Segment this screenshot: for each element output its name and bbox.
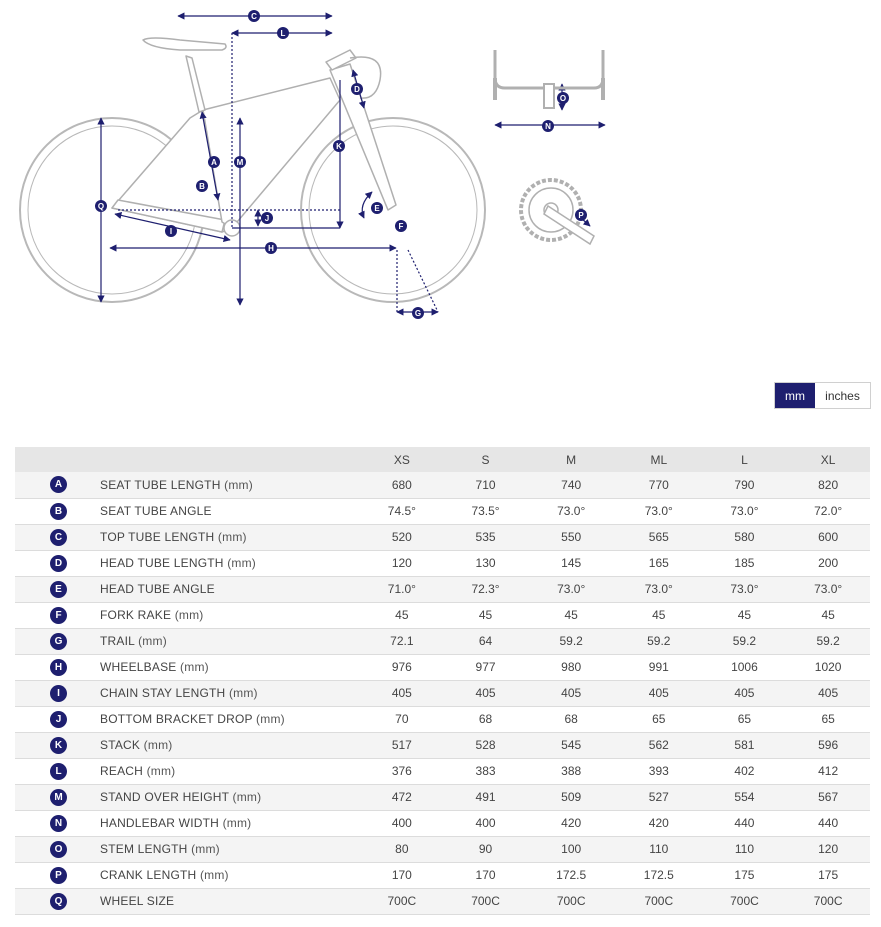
table-row xyxy=(15,602,870,628)
row-key-badge: J xyxy=(50,711,67,728)
row-value-s: 64 xyxy=(444,628,528,654)
row-value-xs: 70 xyxy=(360,706,444,732)
row-value-s: 170 xyxy=(444,862,528,888)
row-key-badge: B xyxy=(50,503,67,520)
row-value-xs: 520 xyxy=(360,524,444,550)
row-key-cell xyxy=(15,784,100,810)
row-value-m: 740 xyxy=(527,472,615,498)
row-label: STAND OVER HEIGHT xyxy=(100,790,229,804)
row-key-badge: C xyxy=(50,529,67,546)
row-value-m: 388 xyxy=(527,758,615,784)
row-value-xs: 72.1 xyxy=(360,628,444,654)
row-value-s: 383 xyxy=(444,758,528,784)
row-key-badge: G xyxy=(50,633,67,650)
row-unit: (mm) xyxy=(224,477,253,492)
row-label: TRAIL xyxy=(100,634,135,648)
row-value-m: 100 xyxy=(527,836,615,862)
row-label-cell xyxy=(100,628,360,654)
row-label-cell xyxy=(100,472,360,498)
svg-text:F: F xyxy=(398,222,404,231)
row-label-cell xyxy=(100,706,360,732)
row-key-badge: N xyxy=(50,815,67,832)
row-value-m: 68 xyxy=(527,706,615,732)
row-value-xl: 45 xyxy=(786,602,870,628)
row-value-l: 581 xyxy=(703,732,787,758)
row-label-cell xyxy=(100,602,360,628)
row-value-ml: 172.5 xyxy=(615,862,703,888)
table-row xyxy=(15,498,870,524)
row-key-badge: F xyxy=(50,607,67,624)
unit-toggle xyxy=(774,382,871,409)
table-row xyxy=(15,550,870,576)
row-value-m: 509 xyxy=(527,784,615,810)
svg-text:C: C xyxy=(251,12,257,21)
row-value-xs: 45 xyxy=(360,602,444,628)
row-value-ml: 405 xyxy=(615,680,703,706)
row-value-xs: 517 xyxy=(360,732,444,758)
row-value-ml: 73.0° xyxy=(615,498,703,524)
row-value-ml: 110 xyxy=(615,836,703,862)
svg-text:J: J xyxy=(264,214,270,223)
table-row xyxy=(15,654,870,680)
row-value-l: 790 xyxy=(703,472,787,498)
row-value-s: 130 xyxy=(444,550,528,576)
table-row xyxy=(15,888,870,914)
row-key-cell xyxy=(15,758,100,784)
row-value-s: 710 xyxy=(444,472,528,498)
row-label-cell xyxy=(100,758,360,784)
row-value-ml: 565 xyxy=(615,524,703,550)
row-label: WHEELBASE xyxy=(100,660,177,674)
row-key-badge: P xyxy=(50,867,67,884)
row-value-l: 45 xyxy=(703,602,787,628)
row-key-badge: I xyxy=(50,685,67,702)
row-key-cell xyxy=(15,732,100,758)
row-value-s: 491 xyxy=(444,784,528,810)
row-value-ml: 700C xyxy=(615,888,703,914)
row-label: HEAD TUBE LENGTH xyxy=(100,556,224,570)
handlebar-detail xyxy=(495,50,603,108)
row-unit: (mm) xyxy=(143,738,173,752)
row-value-l: 700C xyxy=(703,888,787,914)
table-row xyxy=(15,706,870,732)
row-label-cell xyxy=(100,784,360,810)
row-key-cell xyxy=(15,706,100,732)
row-unit: (mm) xyxy=(146,764,176,778)
row-value-m: 172.5 xyxy=(527,862,615,888)
row-key-badge: H xyxy=(50,659,67,676)
row-value-m: 145 xyxy=(527,550,615,576)
row-value-xl: 700C xyxy=(786,888,870,914)
row-label: REACH xyxy=(100,764,144,778)
row-value-xl: 200 xyxy=(786,550,870,576)
svg-text:E: E xyxy=(374,204,380,213)
row-value-s: 535 xyxy=(444,524,528,550)
row-value-ml: 991 xyxy=(615,654,703,680)
row-value-m: 550 xyxy=(527,524,615,550)
row-value-s: 405 xyxy=(444,680,528,706)
row-key-cell xyxy=(15,602,100,628)
row-value-l: 440 xyxy=(703,810,787,836)
table-row xyxy=(15,810,870,836)
row-value-l: 65 xyxy=(703,706,787,732)
header-blank xyxy=(100,447,360,472)
diagram-label-j xyxy=(261,212,273,224)
table-header-row xyxy=(15,447,870,472)
row-value-m: 45 xyxy=(527,602,615,628)
row-value-s: 72.3° xyxy=(444,576,528,602)
row-label: HEAD TUBE ANGLE xyxy=(100,582,215,596)
diagram-label-a xyxy=(208,156,220,168)
row-value-l: 402 xyxy=(703,758,787,784)
svg-text:O: O xyxy=(559,94,567,103)
row-label-cell xyxy=(100,654,360,680)
bike-frame xyxy=(112,38,396,236)
row-label: HANDLEBAR WIDTH xyxy=(100,816,220,830)
svg-text:Q: Q xyxy=(97,202,105,211)
row-value-ml: 770 xyxy=(615,472,703,498)
svg-text:K: K xyxy=(336,142,342,151)
row-value-ml: 562 xyxy=(615,732,703,758)
row-label-cell xyxy=(100,680,360,706)
row-value-xs: 80 xyxy=(360,836,444,862)
geometry-table xyxy=(15,447,870,915)
row-value-xl: 820 xyxy=(786,472,870,498)
header-size-ml: ML xyxy=(650,452,668,467)
row-value-xl: 120 xyxy=(786,836,870,862)
row-value-ml: 527 xyxy=(615,784,703,810)
row-value-ml: 65 xyxy=(615,706,703,732)
row-unit: (mm) xyxy=(222,816,252,830)
row-key-cell xyxy=(15,524,100,550)
row-label-cell xyxy=(100,888,360,914)
row-value-xl: 73.0° xyxy=(786,576,870,602)
row-label-cell xyxy=(100,576,360,602)
row-value-xs: 405 xyxy=(360,680,444,706)
diagram-label-l xyxy=(277,27,289,39)
table-row xyxy=(15,784,870,810)
row-value-l: 59.2 xyxy=(703,628,787,654)
row-label-cell xyxy=(100,810,360,836)
row-unit: (mm) xyxy=(217,530,247,544)
row-key-cell xyxy=(15,498,100,524)
row-key-cell xyxy=(15,862,100,888)
svg-text:H: H xyxy=(268,244,274,253)
row-label: TOP TUBE LENGTH xyxy=(100,530,215,544)
row-value-l: 73.0° xyxy=(703,498,787,524)
header-size-xl: XL xyxy=(820,452,836,467)
row-value-xl: 567 xyxy=(786,784,870,810)
row-value-xs: 400 xyxy=(360,810,444,836)
row-value-m: 420 xyxy=(527,810,615,836)
header-size-xs: XS xyxy=(393,452,410,467)
table-row xyxy=(15,732,870,758)
unit-inches-button[interactable]: inches xyxy=(815,383,870,408)
row-label: WHEEL SIZE xyxy=(100,894,175,908)
diagram-label-f xyxy=(395,220,407,232)
row-unit: (mm) xyxy=(228,686,258,700)
row-value-l: 185 xyxy=(703,550,787,576)
header-blank xyxy=(15,447,100,472)
header-size-m: M xyxy=(566,452,577,467)
row-value-xl: 600 xyxy=(786,524,870,550)
row-unit: (mm) xyxy=(191,842,220,856)
row-value-ml: 393 xyxy=(615,758,703,784)
row-unit: (mm) xyxy=(199,868,229,882)
svg-text:P: P xyxy=(578,211,584,220)
row-value-s: 73.5° xyxy=(444,498,528,524)
row-value-l: 405 xyxy=(703,680,787,706)
row-value-xs: 74.5° xyxy=(360,498,444,524)
row-value-xl: 72.0° xyxy=(786,498,870,524)
row-value-l: 554 xyxy=(703,784,787,810)
row-key-cell xyxy=(15,836,100,862)
row-value-xl: 59.2 xyxy=(786,628,870,654)
row-label-cell xyxy=(100,498,360,524)
unit-mm-button[interactable]: mm xyxy=(775,383,815,408)
row-value-ml: 73.0° xyxy=(615,576,703,602)
row-value-xs: 120 xyxy=(360,550,444,576)
row-unit: (mm) xyxy=(180,660,209,674)
row-value-l: 1006 xyxy=(703,654,787,680)
row-value-xs: 976 xyxy=(360,654,444,680)
svg-text:D: D xyxy=(354,85,360,94)
header-size-l: L xyxy=(741,452,748,467)
row-label-cell xyxy=(100,550,360,576)
row-key-cell xyxy=(15,472,100,498)
row-value-l: 73.0° xyxy=(703,576,787,602)
bike-geometry-diagram xyxy=(0,0,881,340)
row-value-xs: 472 xyxy=(360,784,444,810)
row-key-cell xyxy=(15,810,100,836)
header-size-s: S xyxy=(481,452,490,467)
row-label: STACK xyxy=(100,738,141,752)
row-label: STEM LENGTH xyxy=(100,842,188,856)
row-key-cell xyxy=(15,680,100,706)
row-value-xs: 376 xyxy=(360,758,444,784)
row-value-s: 700C xyxy=(444,888,528,914)
row-unit: (mm) xyxy=(174,608,204,622)
row-value-ml: 420 xyxy=(615,810,703,836)
row-unit: (mm) xyxy=(138,634,167,648)
row-value-s: 90 xyxy=(444,836,528,862)
table-row xyxy=(15,524,870,550)
row-key-badge: M xyxy=(50,789,67,806)
diagram-label-b xyxy=(196,180,208,192)
svg-text:I: I xyxy=(169,227,173,236)
row-value-m: 405 xyxy=(527,680,615,706)
row-value-xl: 405 xyxy=(786,680,870,706)
row-unit: (mm) xyxy=(232,790,262,804)
row-value-xs: 170 xyxy=(360,862,444,888)
table-row xyxy=(15,680,870,706)
row-value-ml: 165 xyxy=(615,550,703,576)
row-value-ml: 59.2 xyxy=(615,628,703,654)
row-key-badge: O xyxy=(50,841,67,858)
diagram-label-q xyxy=(95,200,107,212)
row-value-m: 980 xyxy=(527,654,615,680)
row-value-l: 580 xyxy=(703,524,787,550)
row-value-s: 45 xyxy=(444,602,528,628)
row-unit: (mm) xyxy=(227,556,257,570)
row-key-cell xyxy=(15,654,100,680)
table-row xyxy=(15,836,870,862)
row-value-xs: 700C xyxy=(360,888,444,914)
row-value-xl: 440 xyxy=(786,810,870,836)
svg-text:M: M xyxy=(236,158,244,167)
row-label: CRANK LENGTH xyxy=(100,868,197,882)
row-label-cell xyxy=(100,836,360,862)
row-value-l: 110 xyxy=(703,836,787,862)
row-key-badge: Q xyxy=(50,893,67,910)
row-value-s: 977 xyxy=(444,654,528,680)
table-row xyxy=(15,628,870,654)
diagram-label-c xyxy=(248,10,260,22)
diagram-label-g xyxy=(412,307,424,319)
row-key-badge: L xyxy=(50,763,67,780)
row-value-xl: 596 xyxy=(786,732,870,758)
front-wheel xyxy=(301,118,485,302)
row-value-s: 68 xyxy=(444,706,528,732)
row-label-cell xyxy=(100,524,360,550)
row-key-badge: E xyxy=(50,581,67,598)
diagram-label-i xyxy=(165,225,177,237)
row-value-m: 73.0° xyxy=(527,498,615,524)
diagram-label-p xyxy=(575,209,587,221)
row-key-cell xyxy=(15,576,100,602)
row-label-cell xyxy=(100,862,360,888)
row-label: BOTTOM BRACKET DROP xyxy=(100,712,253,726)
row-key-badge: A xyxy=(50,476,67,493)
row-value-l: 175 xyxy=(703,862,787,888)
row-value-xl: 412 xyxy=(786,758,870,784)
diagram-label-o xyxy=(557,92,569,104)
row-value-xl: 1020 xyxy=(786,654,870,680)
diagram-label-m xyxy=(234,156,246,168)
svg-text:G: G xyxy=(414,309,422,318)
row-value-xs: 71.0° xyxy=(360,576,444,602)
row-value-ml: 45 xyxy=(615,602,703,628)
row-key-badge: D xyxy=(50,555,67,572)
table-row xyxy=(15,576,870,602)
row-value-xl: 65 xyxy=(786,706,870,732)
row-label: CHAIN STAY LENGTH xyxy=(100,686,226,700)
table-row xyxy=(15,862,870,888)
row-value-m: 700C xyxy=(527,888,615,914)
row-key-badge: K xyxy=(50,737,67,754)
row-key-cell xyxy=(15,628,100,654)
row-value-xs: 680 xyxy=(360,472,444,498)
row-value-xl: 175 xyxy=(786,862,870,888)
diagram-label-k xyxy=(333,140,345,152)
row-value-m: 545 xyxy=(527,732,615,758)
row-label: SEAT TUBE LENGTH xyxy=(100,477,221,492)
diagram-label-e xyxy=(371,202,383,214)
table-row xyxy=(15,758,870,784)
row-unit: (mm) xyxy=(256,712,285,726)
row-label: SEAT TUBE ANGLE xyxy=(100,504,212,518)
diagram-label-d xyxy=(351,83,363,95)
row-key-cell xyxy=(15,550,100,576)
diagram-label-h xyxy=(265,242,277,254)
row-value-s: 400 xyxy=(444,810,528,836)
svg-text:L: L xyxy=(280,29,286,38)
svg-text:N: N xyxy=(545,122,551,131)
row-label-cell xyxy=(100,732,360,758)
table-row xyxy=(15,472,870,498)
row-value-m: 59.2 xyxy=(527,628,615,654)
row-label: FORK RAKE xyxy=(100,608,172,622)
svg-text:A: A xyxy=(211,158,217,167)
diagram-label-n xyxy=(542,120,554,132)
row-value-s: 528 xyxy=(444,732,528,758)
svg-text:B: B xyxy=(199,182,205,191)
row-value-m: 73.0° xyxy=(527,576,615,602)
row-key-cell xyxy=(15,888,100,914)
